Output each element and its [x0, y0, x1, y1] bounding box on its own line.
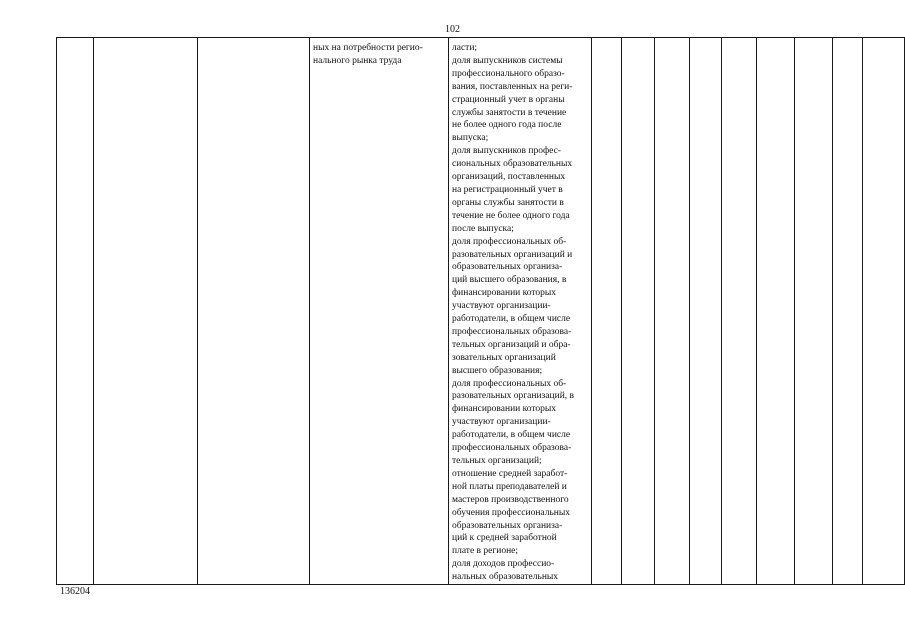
text-line: работодатели, в общем числе — [452, 430, 571, 441]
table-cell-col-6 — [592, 38, 622, 585]
table-cell-col-5 — [449, 38, 592, 585]
text-line: участвуют организации- — [452, 301, 551, 312]
text-line: участвуют организации- — [452, 417, 551, 428]
table-cell-col-1 — [57, 38, 94, 585]
text-line: службы занятости в течение — [452, 107, 567, 118]
text-line: тельных организаций; — [452, 456, 542, 466]
text-line: высшего образования; — [452, 365, 543, 376]
document-table — [56, 37, 905, 585]
text-line: образовательных организа- — [452, 520, 563, 531]
text-line: ных на потребности регио- — [313, 43, 423, 53]
text-line: образовательных организа- — [452, 262, 563, 273]
text-line: доля выпускников системы — [452, 55, 563, 66]
table-cell-col-7 — [622, 38, 655, 585]
text-line: ласти; — [452, 43, 478, 53]
table-cell-col-11 — [757, 38, 795, 585]
text-line: отношение средней заработ- — [452, 468, 568, 479]
text-line: органы службы занятости в — [452, 197, 564, 208]
text-line: не более одного года после — [452, 120, 562, 131]
text-line: после выпуска; — [452, 223, 514, 234]
text-line: ций высшего образования, в — [452, 275, 567, 286]
text-line: доля профессиональных об- — [452, 236, 567, 247]
text-line: на регистрационный учет в — [452, 184, 563, 195]
table-cell-col-10 — [722, 38, 757, 585]
text-line: страционный учет в органы — [452, 94, 565, 105]
table-cell-col-3 — [198, 38, 310, 585]
table-cell-col-9 — [690, 38, 722, 585]
text-line: обучения профессиональных — [452, 507, 571, 518]
text-line: финансировании которых — [452, 404, 557, 415]
table-cell-col-13 — [833, 38, 863, 585]
table-cell-col-4 — [310, 38, 449, 585]
text-line: нальных образовательных — [452, 572, 559, 583]
text-line: выпуска; — [452, 133, 489, 144]
text-line: вания, поставленных на реги- — [452, 81, 573, 92]
table-cell-col-12 — [795, 38, 833, 585]
text-line: доля выпускников профес- — [452, 146, 561, 157]
text-line: разовательных организаций и — [452, 249, 573, 260]
table-row — [57, 38, 905, 585]
text-line: тельных организаций и обра- — [452, 339, 571, 350]
text-line: течение не более одного года — [452, 210, 570, 221]
table-cell-col-2 — [94, 38, 198, 585]
text-line: профессиональных образова- — [452, 326, 572, 337]
col-4-text — [310, 38, 448, 68]
table-cell-col-8 — [655, 38, 690, 585]
text-line: финансировании которых — [452, 288, 557, 299]
text-line: ной платы преподавателей и — [452, 481, 567, 492]
page-number: 102 — [445, 24, 460, 35]
text-line: доля доходов профессио- — [452, 559, 555, 570]
text-line: мастеров производственного — [452, 494, 569, 505]
table-cell-col-14 — [863, 38, 905, 585]
document-id: 136204 — [60, 586, 90, 597]
text-line: организаций, поставленных — [452, 172, 566, 183]
text-line: сиональных образовательных — [452, 159, 573, 170]
text-line: плате в регионе; — [452, 546, 519, 557]
col-5-text — [449, 38, 591, 584]
text-line: доля профессиональных об- — [452, 378, 567, 389]
text-line: ций к средней заработной — [452, 533, 557, 544]
text-line: зовательных организаций — [452, 352, 556, 363]
text-line: нального рынка труда — [313, 55, 402, 66]
text-line: разовательных организаций, в — [452, 391, 575, 402]
text-line: профессионального образо- — [452, 68, 565, 79]
text-line: профессиональных образова- — [452, 443, 572, 454]
text-line: работодатели, в общем числе — [452, 314, 571, 325]
